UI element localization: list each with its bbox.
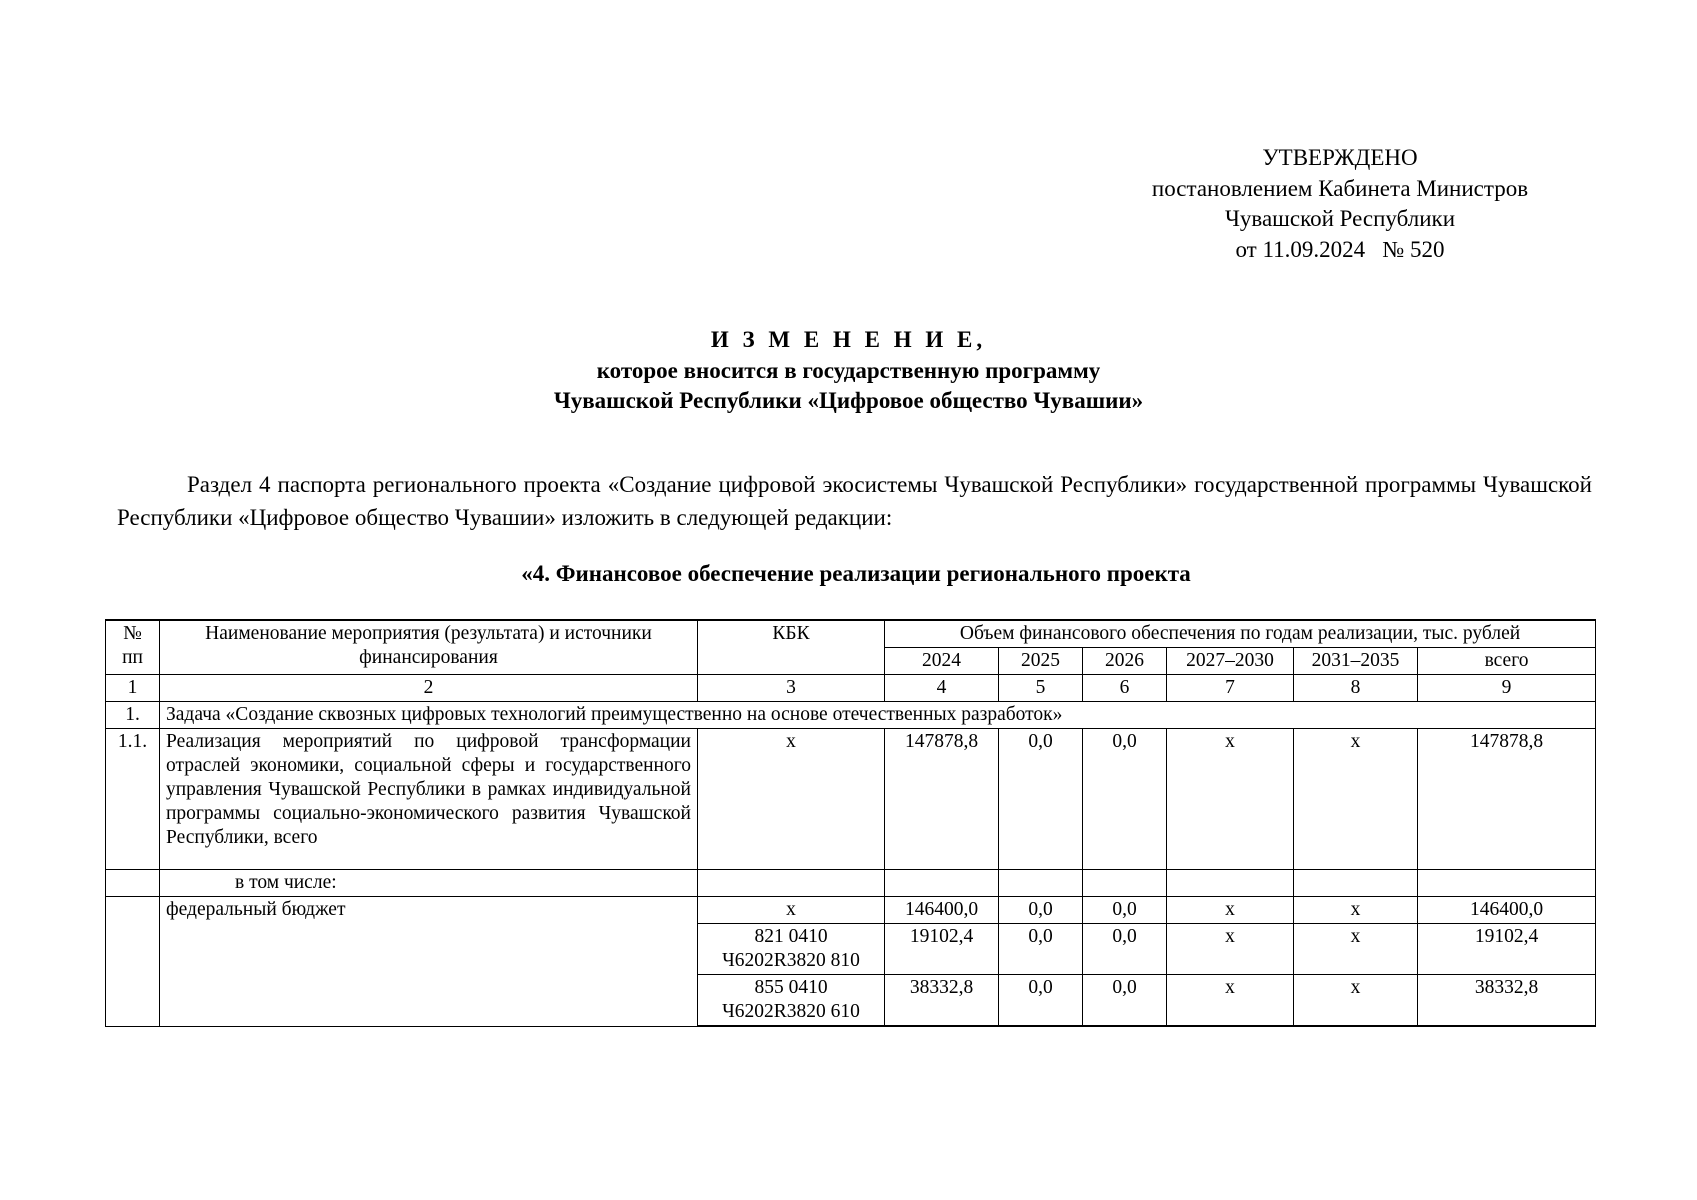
section-title: «4. Финансовое обеспечение реализации регионального проекта bbox=[521, 561, 1191, 586]
item-num: 1.1. bbox=[106, 729, 160, 870]
federal-row-1 bbox=[106, 897, 1596, 924]
federal-2025: 0,0 bbox=[999, 897, 1083, 924]
including-2026 bbox=[1083, 870, 1167, 897]
document-title bbox=[0, 325, 1697, 417]
item-name: Реализация мероприятий по цифровой трансформации отраслей экономики, социальной сферы и государственного управления Чувашской Республики в рамках индивидуальной программы социально-экономического развития Чувашской Республики, всего bbox=[160, 729, 698, 870]
kbk-821-2025: 0,0 bbox=[999, 924, 1083, 975]
financing-table bbox=[105, 619, 1596, 1027]
item-row bbox=[106, 729, 1596, 870]
federal-2026: 0,0 bbox=[1083, 897, 1167, 924]
colnum-6: 6 bbox=[1083, 675, 1167, 702]
task-text: Задача «Создание сквозных цифровых технологий преимущественно на основе отечественных разработок» bbox=[160, 702, 1596, 729]
title-line-1: И З М Е Н Е Н И Е, bbox=[710, 327, 987, 352]
kbk-821-total: 19102,4 bbox=[1418, 924, 1596, 975]
kbk-855-2031-2035: x bbox=[1294, 975, 1418, 1027]
colnum-4: 4 bbox=[885, 675, 999, 702]
kbk-855-2024: 38332,8 bbox=[885, 975, 999, 1027]
kbk-821-2024: 19102,4 bbox=[885, 924, 999, 975]
federal-total: 146400,0 bbox=[1418, 897, 1596, 924]
title-line-3: Чувашской Республики «Цифровое общество Чувашии» bbox=[553, 388, 1144, 413]
including-row bbox=[106, 870, 1596, 897]
kbk-821-2026: 0,0 bbox=[1083, 924, 1167, 975]
including-2024 bbox=[885, 870, 999, 897]
header-2027-2030: 2027–2030 bbox=[1167, 648, 1294, 675]
colnum-1: 1 bbox=[106, 675, 160, 702]
kbk-821-2027-2030: x bbox=[1167, 924, 1294, 975]
including-num bbox=[106, 870, 160, 897]
federal-kbk: x bbox=[698, 897, 885, 924]
kbk-821: 821 0410 Ч6202R3820 810 bbox=[698, 924, 885, 975]
approval-heading: УТВЕРЖДЕНО bbox=[1262, 145, 1418, 170]
item-kbk: x bbox=[698, 729, 885, 870]
item-2026: 0,0 bbox=[1083, 729, 1167, 870]
title-line-2: которое вносится в государственную программу bbox=[596, 357, 1101, 383]
header-num: № пп bbox=[106, 620, 160, 675]
federal-2024: 146400,0 bbox=[885, 897, 999, 924]
task-num: 1. bbox=[106, 702, 160, 729]
approval-stamp bbox=[1100, 143, 1580, 265]
kbk-855: 855 0410 Ч6202R3820 610 bbox=[698, 975, 885, 1027]
header-kbk: КБК bbox=[698, 620, 885, 675]
kbk-855-2026: 0,0 bbox=[1083, 975, 1167, 1027]
colnum-5: 5 bbox=[999, 675, 1083, 702]
approval-republic: Чувашской Республики bbox=[1224, 206, 1456, 231]
including-2027-2030 bbox=[1167, 870, 1294, 897]
header-2026: 2026 bbox=[1083, 648, 1167, 675]
intro-paragraph bbox=[117, 468, 1592, 534]
item-2024: 147878,8 bbox=[885, 729, 999, 870]
including-2025 bbox=[999, 870, 1083, 897]
approval-authority: постановлением Кабинета Министров bbox=[1151, 175, 1529, 201]
header-2024: 2024 bbox=[885, 648, 999, 675]
intro-text: Раздел 4 паспорта регионального проекта «Создание цифровой экосистемы Чувашской Республики» государственной программы Чувашской Республики «Цифровое общество Чувашии» изложить в следующей редакции: bbox=[117, 472, 1592, 530]
colnum-7: 7 bbox=[1167, 675, 1294, 702]
including-total bbox=[1418, 870, 1596, 897]
federal-num bbox=[106, 897, 160, 1027]
including-kbk bbox=[698, 870, 885, 897]
header-2025: 2025 bbox=[999, 648, 1083, 675]
task-row bbox=[106, 702, 1596, 729]
item-2025: 0,0 bbox=[999, 729, 1083, 870]
colnum-3: 3 bbox=[698, 675, 885, 702]
header-volume: Объем финансового обеспечения по годам реализации, тыс. рублей bbox=[885, 620, 1596, 648]
header-2031-2035: 2031–2035 bbox=[1294, 648, 1418, 675]
including-label: в том числе: bbox=[160, 870, 698, 897]
federal-name: федеральный бюджет bbox=[160, 897, 698, 1027]
kbk-855-2027-2030: x bbox=[1167, 975, 1294, 1027]
kbk-821-2031-2035: x bbox=[1294, 924, 1418, 975]
federal-2027-2030: x bbox=[1167, 897, 1294, 924]
federal-2031-2035: x bbox=[1294, 897, 1418, 924]
approval-date-number: от 11.09.2024 № 520 bbox=[1235, 236, 1445, 262]
item-total: 147878,8 bbox=[1418, 729, 1596, 870]
header-total: всего bbox=[1418, 648, 1596, 675]
colnum-9: 9 bbox=[1418, 675, 1596, 702]
including-2031-2035 bbox=[1294, 870, 1418, 897]
column-number-row bbox=[106, 675, 1596, 702]
kbk-855-total: 38332,8 bbox=[1418, 975, 1596, 1027]
kbk-855-2025: 0,0 bbox=[999, 975, 1083, 1027]
table-header-row-1 bbox=[106, 620, 1596, 648]
colnum-2: 2 bbox=[160, 675, 698, 702]
item-2031-2035: x bbox=[1294, 729, 1418, 870]
header-name: Наименование мероприятия (результата) и источники финансирования bbox=[160, 620, 698, 675]
item-2027-2030: x bbox=[1167, 729, 1294, 870]
colnum-8: 8 bbox=[1294, 675, 1418, 702]
